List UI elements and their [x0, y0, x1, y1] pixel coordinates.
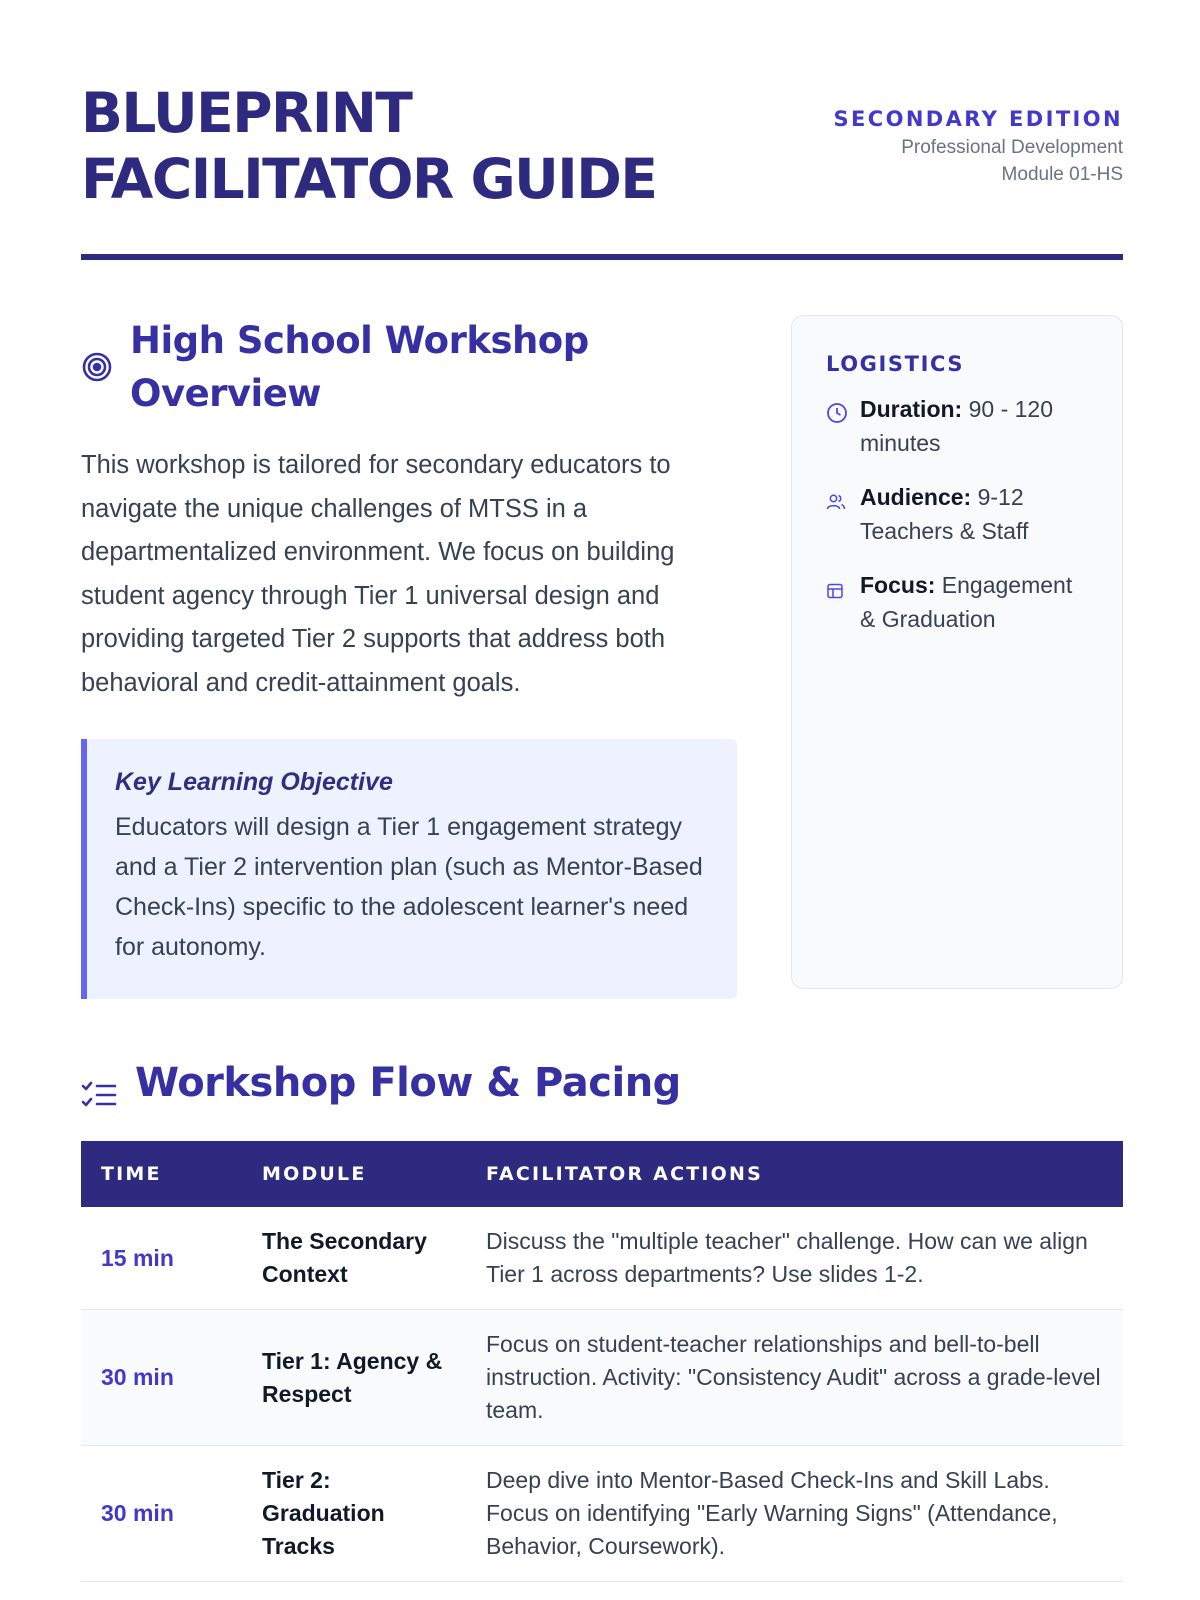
objective-body: Educators will design a Tier 1 engagement strategy and a Tier 2 intervention plan (such as Mentor-Based Check-Ins) specific to the adolescent learner's need for autonomy. [115, 813, 703, 961]
overview-heading-text: High School Workshop Overview [130, 319, 589, 415]
audience-label: Audience: [860, 484, 972, 510]
duration-value: 90 - 120 minutes [860, 396, 1054, 456]
column-module: MODULE [262, 1163, 367, 1185]
table-row [81, 1207, 1123, 1310]
header-divider [81, 254, 1123, 260]
target-icon [81, 344, 113, 397]
objective-title: Key Learning Objective [115, 768, 393, 796]
logistics-audience [826, 480, 1088, 548]
focus-label: Focus: [860, 572, 936, 598]
duration-label: Duration: [860, 396, 963, 422]
edition-label: SECONDARY EDITION [833, 107, 1123, 131]
edition-subtitle: Professional Development [901, 137, 1123, 158]
table-row [81, 1310, 1123, 1446]
overview-description: This workshop is tailored for secondary educators to navigate the unique challenges of MTSS in a departmentalized environment. We focus on building student agency through Tier 1 universal design and providing targeted Tier 2 supports that address both behavioral and credit-attainment goals. [81, 451, 675, 697]
row-actions: Discuss the "multiple teacher" challenge. How can we align Tier 1 across departments? Use slides 1-2. [466, 1207, 1123, 1310]
page-header [81, 80, 1123, 260]
page-title [81, 80, 656, 212]
clock-icon [826, 399, 848, 433]
logistics-duration [826, 392, 1088, 460]
flow-heading-text: Workshop Flow & Pacing [135, 1060, 681, 1106]
row-time: 30 min [81, 1310, 242, 1446]
table-row [81, 1446, 1123, 1582]
workshop-flow-section [81, 1055, 1123, 1582]
module-code: Module 01-HS [1001, 164, 1123, 185]
row-time: 30 min [81, 1446, 242, 1582]
table-header-row [81, 1141, 1123, 1207]
edition-block [834, 104, 1124, 188]
row-actions: Deep dive into Mentor-Based Check-Ins and Skill Labs. Focus on identifying "Early Warning Signs" (Attendance, Behavior, Coursework). [466, 1446, 1123, 1582]
overview-section [81, 314, 737, 999]
row-module: The Secondary Context [242, 1207, 466, 1310]
row-module: Tier 2: Graduation Tracks [242, 1446, 466, 1582]
row-time: 15 min [81, 1207, 242, 1310]
checklist-icon [81, 1069, 117, 1125]
logistics-card [791, 315, 1123, 989]
flow-heading [81, 1055, 1123, 1111]
focus-value: Engagement & Graduation [860, 572, 1073, 632]
row-actions: Focus on student-teacher relationships and bell-to-bell instruction. Activity: "Consistency Audit" across a grade-level team. [466, 1310, 1123, 1446]
row-module: Tier 1: Agency & Respect [242, 1310, 466, 1446]
learning-objective-callout [81, 739, 737, 999]
logistics-focus [826, 568, 1088, 636]
overview-heading [81, 314, 737, 420]
users-icon [826, 487, 846, 521]
title-line-2: FACILITATOR GUIDE [81, 147, 657, 211]
pacing-table [81, 1141, 1123, 1582]
column-actions: FACILITATOR ACTIONS [486, 1163, 763, 1185]
column-time: TIME [101, 1163, 162, 1185]
title-line-1: BLUEPRINT [81, 81, 412, 145]
layout-icon [826, 575, 844, 609]
audience-value: 9-12 Teachers & Staff [860, 484, 1029, 544]
logistics-title: LOGISTICS [826, 352, 965, 376]
